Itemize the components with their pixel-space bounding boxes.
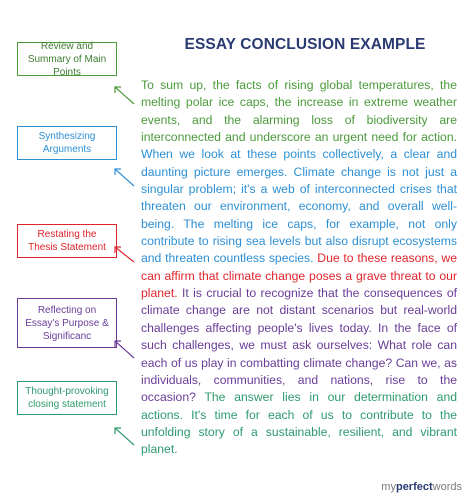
logo-part-perfect: perfect xyxy=(395,481,433,493)
label-review-summary: Review and Summary of Main Points xyxy=(17,42,117,76)
essay-restating-segment: Due to these reasons, we can affirm that climate change poses a grave threat to our planet. xyxy=(141,251,457,301)
label-restating-thesis: Restating the Thesis Statement xyxy=(17,224,117,258)
brand-logo xyxy=(381,481,462,493)
arrow-closing-icon xyxy=(110,423,136,449)
arrow-synthesizing-icon xyxy=(110,164,136,190)
arrow-review-icon xyxy=(110,82,136,108)
essay-reflecting-segment: It is crucial to recognize that the consequences of climate change are not distant scenarios but real-world challenges affecting people's lives today. In the face of such challenges, we must ask ourselves: What role can each of us play in combatting climate change? Can we, as individuals, communities, and nations, rise to the occasion? xyxy=(141,286,457,405)
logo-part-my: my xyxy=(381,481,396,493)
essay-conclusion-text xyxy=(141,77,457,459)
logo-part-words: words xyxy=(432,481,462,493)
essay-synthesizing-segment: When we look at these points collectively, a clear and daunting picture emerges. Climate change is not just a singular problem; it's a web of interconnected crises that threaten our environment, economy, and overall well-being. The melting ice caps, for example, not only contribute to rising sea levels but also disrupt ecosystems and threaten countless species. xyxy=(141,147,457,266)
page-title: ESSAY CONCLUSION EXAMPLE xyxy=(184,36,426,53)
label-closing-statement: Thought-provoking closing statement xyxy=(17,381,117,415)
label-synthesizing: Synthesizing Arguments xyxy=(17,126,117,160)
arrow-restating-icon xyxy=(110,242,136,268)
arrow-reflecting-icon xyxy=(110,336,136,362)
essay-review-segment: To sum up, the facts of rising global temperatures, the melting polar ice caps, the increase in extreme weather events, and the alarming loss of biodiversity are interconnected and underscore an urgent need for action. xyxy=(141,78,457,145)
essay-closing-segment: The answer lies in our determination and actions. It's time for each of us to contribute to the unfolding story of a sustainable, resilient, and vibrant planet. xyxy=(141,390,457,457)
label-reflecting: Reflecting on Essay's Purpose & Significanc xyxy=(17,298,117,348)
